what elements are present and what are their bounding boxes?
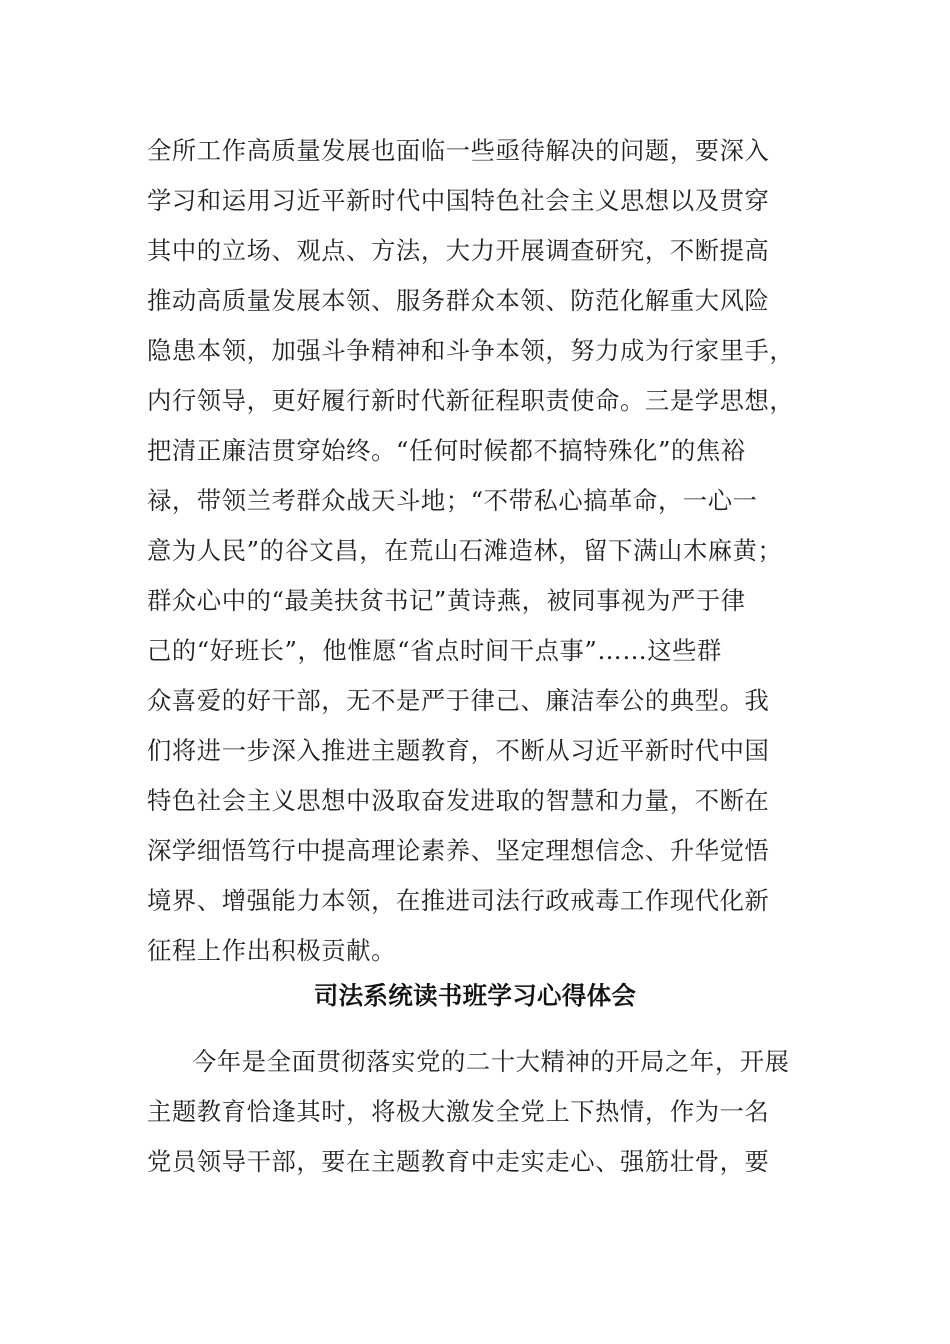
text-line: 己的“好班长”，他惟愿“省点时间干点事”……这些群 bbox=[147, 636, 722, 665]
text-line: 隐患本领，加强斗争精神和斗争本领，努力成为行家里手， bbox=[147, 336, 795, 365]
text-line: 征程上作出积极贡献。 bbox=[147, 936, 396, 965]
text-line: 今年是全面贯彻落实党的二十大精神的开局之年，开展 bbox=[192, 1047, 790, 1076]
text-line: 众喜爱的好干部，无不是严于律己、廉洁奉公的典型。我 bbox=[147, 686, 770, 715]
text-line: 禄，带领兰考群众战天斗地；“不带私心搞革命，一心一 bbox=[147, 486, 758, 515]
text-line: 内行领导，更好履行新时代新征程职责使命。三是学思想， bbox=[147, 386, 795, 415]
text-line: 其中的立场、观点、方法，大力开展调查研究，不断提高 bbox=[147, 236, 770, 265]
text-line: 意为人民”的谷文昌，在荒山石滩造林，留下满山木麻黄； bbox=[147, 536, 783, 565]
continued-paragraph bbox=[147, 126, 807, 976]
text-line: 们将进一步深入推进主题教育，不断从习近平新时代中国 bbox=[147, 736, 770, 765]
text-line: 党员领导干部，要在主题教育中走实走心、强筋壮骨，要 bbox=[147, 1147, 770, 1176]
text-line: 深学细悟笃行中提高理论素养、坚定理想信念、升华觉悟 bbox=[147, 836, 770, 865]
text-line: 推动高质量发展本领、服务群众本领、防范化解重大风险 bbox=[147, 286, 770, 315]
text-line: 特色社会主义思想中汲取奋发进取的智慧和力量，不断在 bbox=[147, 786, 770, 815]
text-line: 群众心中的“最美扶贫书记”黄诗燕，被同事视为严于律 bbox=[147, 586, 746, 615]
section-title: 司法系统读书班学习心得体会 bbox=[313, 981, 637, 1010]
text-line: 学习和运用习近平新时代中国特色社会主义思想以及贯穿 bbox=[147, 186, 770, 215]
new-paragraph bbox=[147, 1037, 807, 1187]
text-line: 全所工作高质量发展也面临一些亟待解决的问题，要深入 bbox=[147, 136, 770, 165]
text-line: 把清正廉洁贯穿始终。“任何时候都不搞特殊化”的焦裕 bbox=[147, 436, 746, 465]
text-line: 境界、增强能力本领，在推进司法行政戒毒工作现代化新 bbox=[147, 886, 770, 915]
text-line: 主题教育恰逢其时，将极大激发全党上下热情，作为一名 bbox=[147, 1097, 770, 1126]
